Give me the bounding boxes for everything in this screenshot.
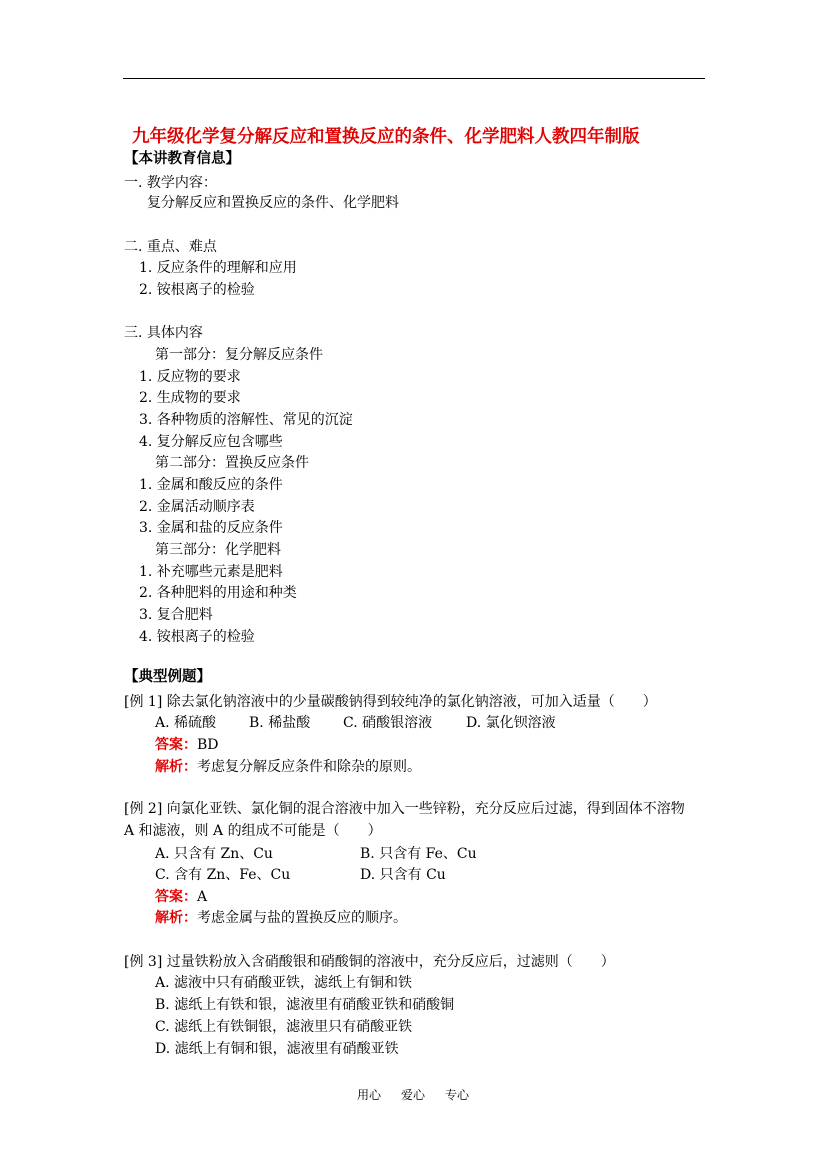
list-item: 1. 反应物的要求 xyxy=(139,369,241,385)
example3-option-a: A. 滤液中只有硝酸亚铁，滤纸上有铜和铁 xyxy=(155,975,413,991)
answer-value: BD xyxy=(197,737,219,753)
example2-answer xyxy=(155,888,207,906)
example1-option-c: C. 硝酸银溶液 xyxy=(343,715,433,731)
list-item: 2. 生成物的要求 xyxy=(139,390,241,406)
example1-question: [例 1] 除去氯化钠溶液中的少量碳酸钠得到较纯净的氯化钠溶液，可加入适量（ ） xyxy=(124,694,657,710)
example2-option-a: A. 只含有 Zn、Cu xyxy=(155,846,273,862)
example2-question-line2: A 和滤液，则 A 的组成不可能是（ ） xyxy=(124,823,382,839)
header-rule xyxy=(123,78,705,79)
list-item: 2. 各种肥料的用途和种类 xyxy=(139,585,297,601)
list-item: 3. 复合肥料 xyxy=(139,607,213,623)
list-item: 1. 反应条件的理解和应用 xyxy=(139,260,297,276)
example3-question: [例 3] 过量铁粉放入含硝酸银和硝酸铜的溶液中，充分反应后，过滤则（ ） xyxy=(124,954,615,970)
answer-value: A xyxy=(197,889,208,905)
example2-question-line1: [例 2] 向氯化亚铁、氯化铜的混合溶液中加入一些锌粉，充分反应后过滤，得到固体不溶物 xyxy=(124,801,685,817)
footer-text-2: 爱心 xyxy=(401,1088,426,1102)
list-item: 3. 金属和盐的反应条件 xyxy=(139,520,283,536)
part3-sub2: 第二部分：置换反应条件 xyxy=(155,455,309,471)
example1-answer xyxy=(155,736,219,754)
document-title: 九年级化学复分解反应和置换反应的条件、化学肥料人教四年制版 xyxy=(132,127,640,147)
example1-analysis xyxy=(155,758,421,776)
list-item: 4. 复分解反应包含哪些 xyxy=(139,434,283,450)
example2-option-d: D. 只含有 Cu xyxy=(360,867,446,883)
example1-option-a: A. 稀硫酸 xyxy=(155,715,217,731)
part1-heading: 一. 教学内容： xyxy=(124,175,217,191)
example2-option-c: C. 含有 Zn、Fe、Cu xyxy=(155,867,291,883)
example1-option-d: D. 氯化钡溶液 xyxy=(466,715,556,731)
part3-sub1: 第一部分：复分解反应条件 xyxy=(155,347,323,363)
answer-label: 答案： xyxy=(155,737,197,753)
example2-option-b: B. 只含有 Fe、Cu xyxy=(360,846,477,862)
list-item: 3. 各种物质的溶解性、常见的沉淀 xyxy=(139,412,353,428)
example3-option-b: B. 滤纸上有铁和银，滤液里有硝酸亚铁和硝酸铜 xyxy=(155,997,455,1013)
section-heading-info: 【本讲教育信息】 xyxy=(124,150,240,167)
footer-text-1: 用心 xyxy=(357,1088,382,1102)
part3-heading: 三. 具体内容 xyxy=(124,325,203,341)
example3-option-c: C. 滤纸上有铁铜银，滤液里只有硝酸亚铁 xyxy=(155,1019,413,1035)
part2-heading: 二. 重点、难点 xyxy=(124,239,217,255)
list-item: 2. 铵根离子的检验 xyxy=(139,282,255,298)
part1-content: 复分解反应和置换反应的条件、化学肥料 xyxy=(147,195,399,211)
list-item: 2. 金属活动顺序表 xyxy=(139,499,255,515)
analysis-label: 解析： xyxy=(155,910,197,926)
example1-option-b: B. 稀盐酸 xyxy=(249,715,311,731)
list-item: 1. 补充哪些元素是肥料 xyxy=(139,564,283,580)
analysis-label: 解析： xyxy=(155,759,197,775)
analysis-text: 考虑复分解反应条件和除杂的原则。 xyxy=(197,759,421,775)
list-item: 4. 铵根离子的检验 xyxy=(139,629,255,645)
list-item: 1. 金属和酸反应的条件 xyxy=(139,477,283,493)
analysis-text: 考虑金属与盐的置换反应的顺序。 xyxy=(197,910,407,926)
footer-text-3: 专心 xyxy=(445,1088,470,1102)
example2-analysis xyxy=(155,909,407,927)
example3-option-d: D. 滤纸上有铜和银，滤液里有硝酸亚铁 xyxy=(155,1041,399,1057)
section-heading-examples: 【典型例题】 xyxy=(124,668,211,685)
answer-label: 答案： xyxy=(155,889,197,905)
part3-sub3: 第三部分：化学肥料 xyxy=(155,542,281,558)
